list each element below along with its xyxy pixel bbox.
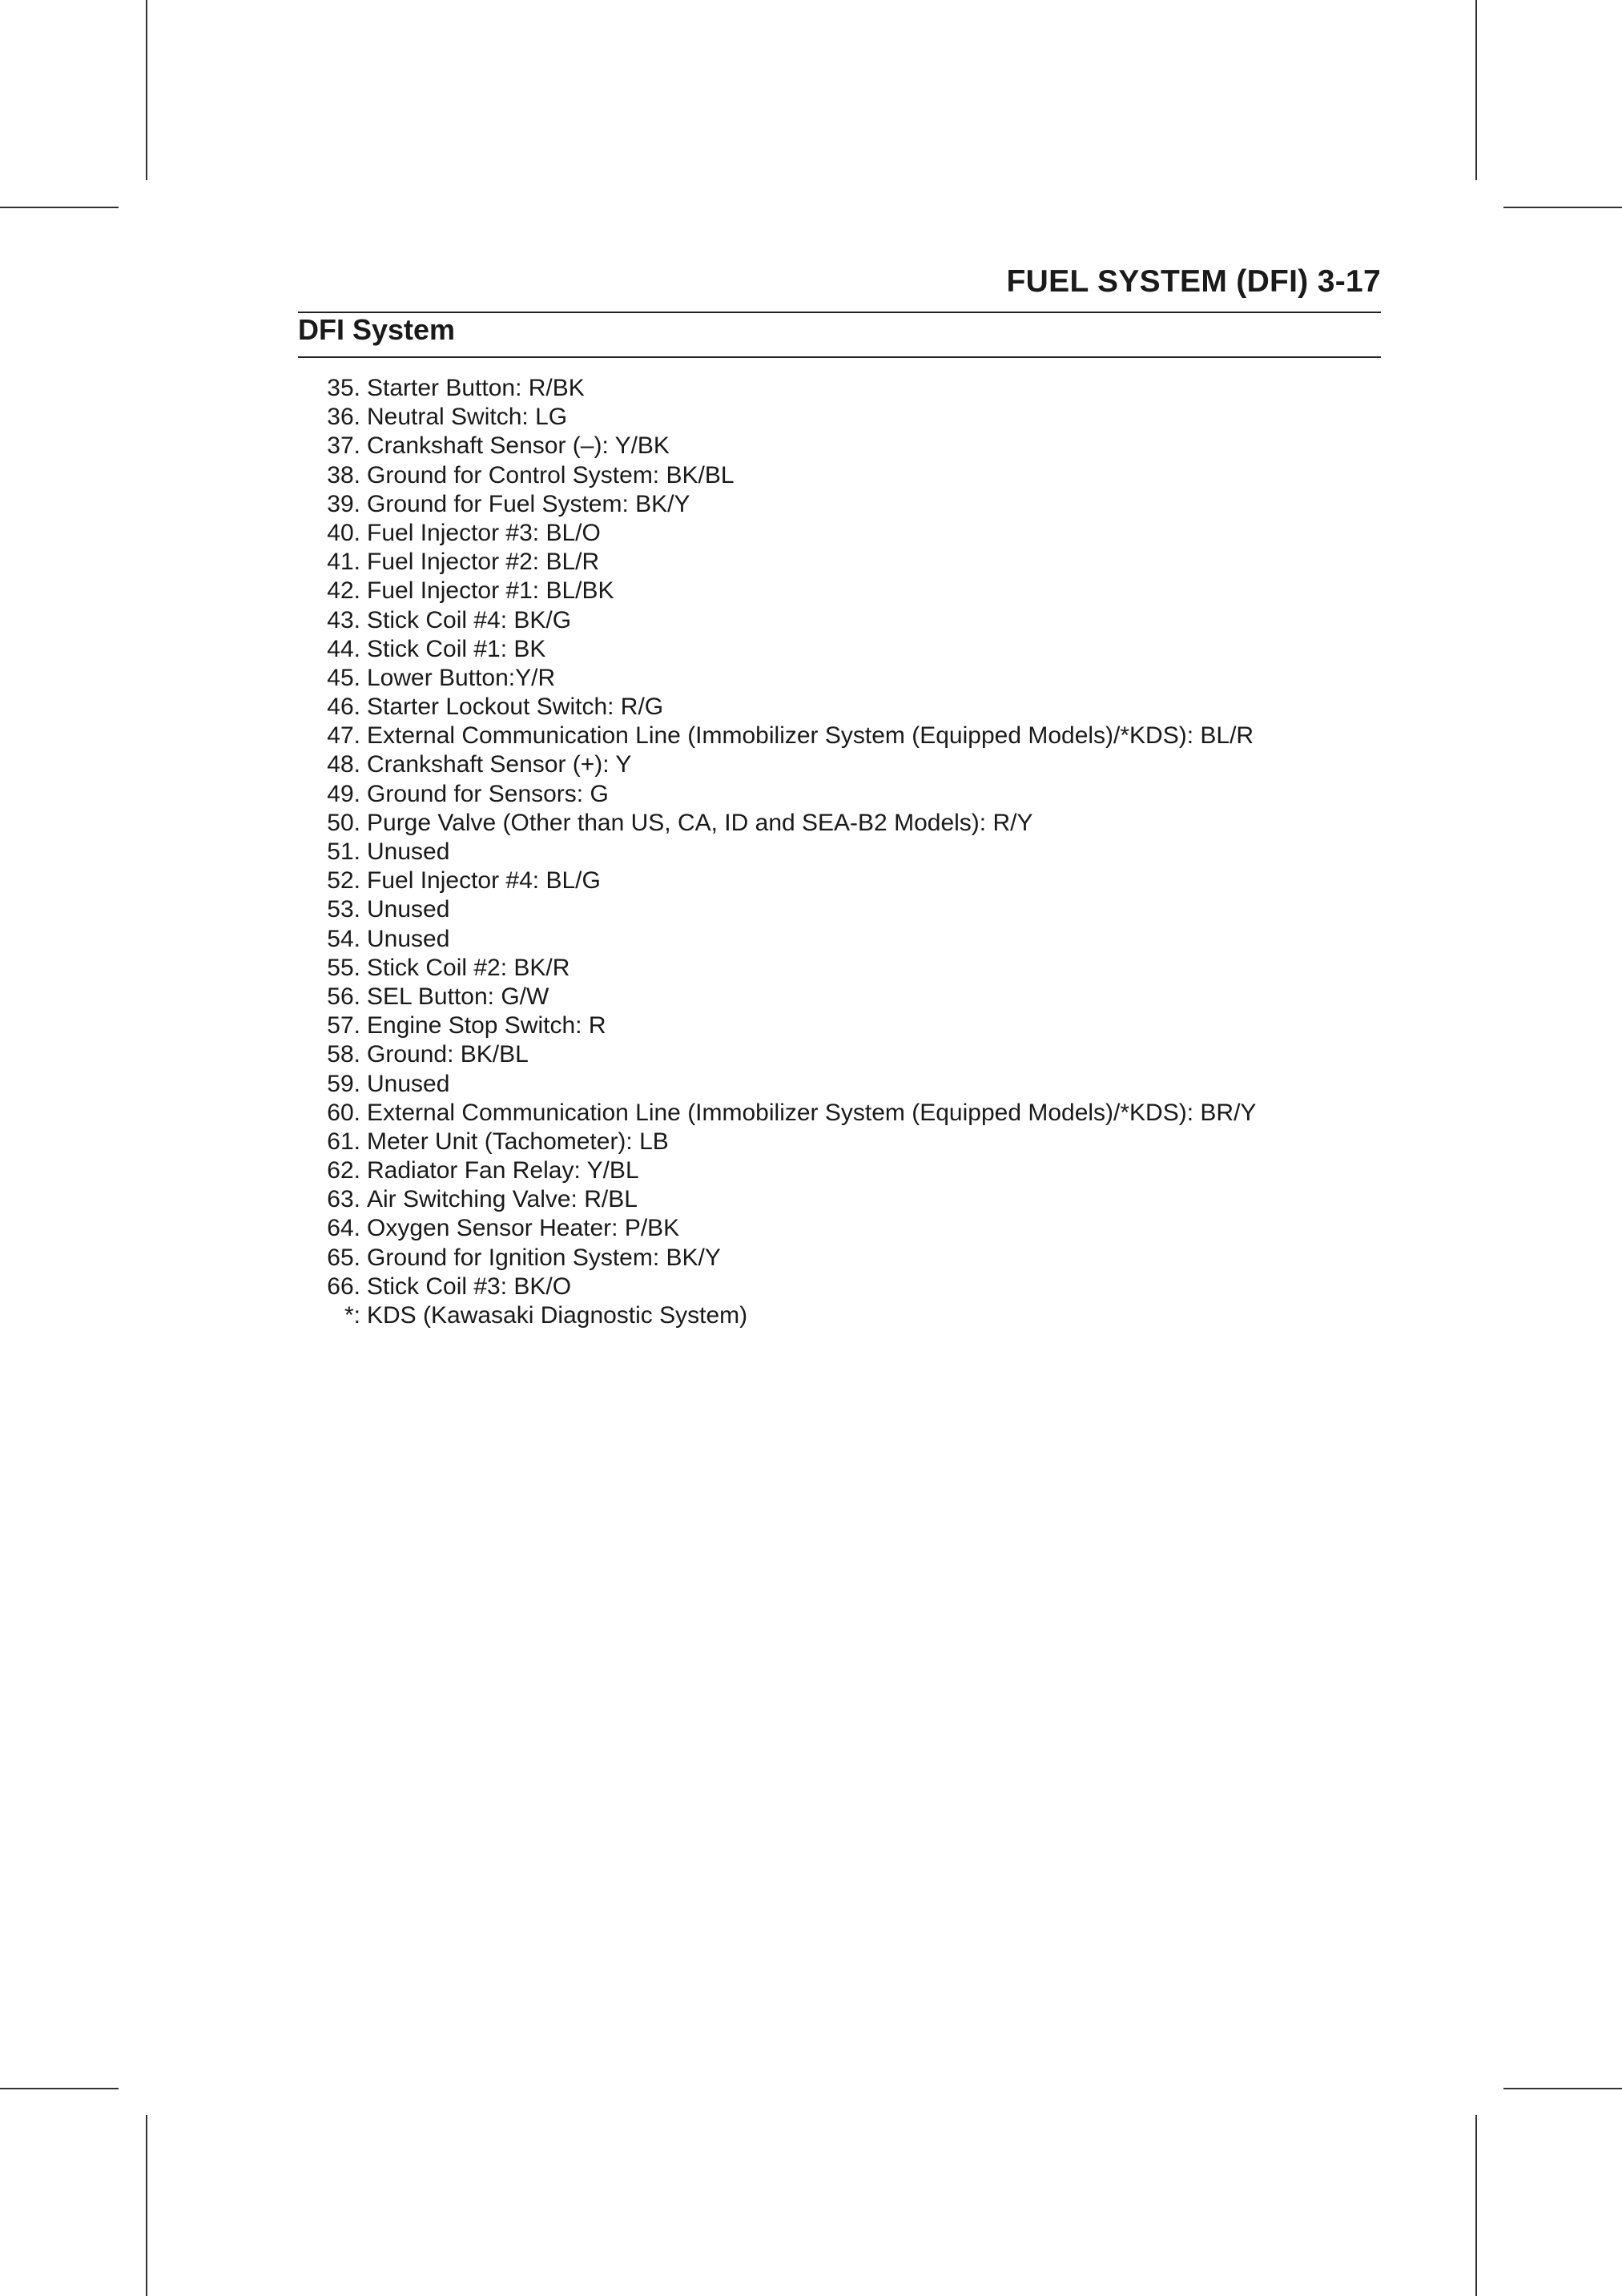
list-item xyxy=(298,867,1419,895)
list-item xyxy=(298,490,1419,519)
section-title: DFI System xyxy=(298,313,456,346)
item-number: 54. xyxy=(327,925,360,952)
crop-mark xyxy=(1503,207,1622,208)
item-text: Starter Lockout Switch: R/G xyxy=(367,694,664,721)
item-number: 43. xyxy=(327,606,360,633)
list-item xyxy=(298,895,1419,924)
item-number: 37. xyxy=(327,432,360,460)
item-number: 39. xyxy=(327,490,360,517)
item-text: Unused xyxy=(367,1070,450,1097)
list-item xyxy=(298,1244,1419,1273)
item-number: 63. xyxy=(327,1186,360,1213)
list-item xyxy=(298,722,1419,750)
item-text: Ground for Fuel System: BK/Y xyxy=(367,490,690,517)
item-text: Ground for Control System: BK/BL xyxy=(367,461,735,489)
list-item xyxy=(298,693,1419,722)
list-item xyxy=(298,780,1419,809)
item-number: 58. xyxy=(327,1041,360,1068)
item-text: Meter Unit (Tachometer): LB xyxy=(367,1128,669,1155)
section-rule xyxy=(298,356,1381,358)
list-item xyxy=(298,954,1419,983)
wire-color-list xyxy=(298,374,1419,1330)
item-text: External Communication Line (Immobilizer System (Equipped Models)/*KDS): BR/Y xyxy=(367,1099,1257,1126)
item-text: Stick Coil #4: BK/G xyxy=(367,606,572,633)
item-number: 38. xyxy=(327,461,360,489)
header-rule xyxy=(298,312,1381,313)
list-item xyxy=(298,1040,1419,1069)
item-text: Engine Stop Switch: R xyxy=(367,1012,606,1039)
item-text: Purge Valve (Other than US, CA, ID and SEA-B2 Models): R/Y xyxy=(367,809,1033,836)
item-number: 45. xyxy=(327,664,360,691)
item-text: Ground for Sensors: G xyxy=(367,780,609,807)
item-text: Ground for Ignition System: BK/Y xyxy=(367,1244,721,1271)
item-text: Stick Coil #2: BK/R xyxy=(367,954,570,981)
item-number: 61. xyxy=(327,1128,360,1155)
item-text: Stick Coil #1: BK xyxy=(367,635,546,662)
crop-mark xyxy=(0,2088,119,2089)
list-item xyxy=(298,925,1419,954)
item-text: Unused xyxy=(367,896,450,923)
item-number: 60. xyxy=(327,1099,360,1126)
list-item xyxy=(298,1099,1419,1128)
item-text: Radiator Fan Relay: Y/BL xyxy=(367,1157,639,1184)
list-item xyxy=(298,1214,1419,1243)
list-item xyxy=(298,548,1419,577)
item-number: 57. xyxy=(327,1012,360,1039)
item-number: 35. xyxy=(327,375,360,401)
item-number: 59. xyxy=(327,1070,360,1097)
item-number: 46. xyxy=(327,694,360,721)
item-number: 53. xyxy=(327,896,360,923)
list-item xyxy=(298,664,1419,693)
item-text: KDS (Kawasaki Diagnostic System) xyxy=(367,1302,748,1329)
item-number: 48. xyxy=(327,751,360,778)
list-item xyxy=(298,461,1419,490)
item-text: Crankshaft Sensor (+): Y xyxy=(367,751,632,778)
item-number: 47. xyxy=(327,722,360,750)
list-item xyxy=(298,635,1419,664)
list-item xyxy=(298,1301,1419,1330)
item-text: Fuel Injector #4: BL/G xyxy=(367,867,601,895)
item-text: Stick Coil #3: BK/O xyxy=(367,1273,572,1300)
list-item xyxy=(298,983,1419,1011)
item-number: 51. xyxy=(327,838,360,865)
list-item xyxy=(298,403,1419,432)
item-text: SEL Button: G/W xyxy=(367,983,549,1010)
item-number: 62. xyxy=(327,1157,360,1184)
list-item xyxy=(298,1128,1419,1156)
list-item xyxy=(298,838,1419,867)
list-item xyxy=(298,1011,1419,1040)
running-title: FUEL SYSTEM (DFI) 3-17 xyxy=(1006,264,1381,299)
item-number: 49. xyxy=(327,780,360,807)
item-text: Neutral Switch: LG xyxy=(367,404,568,431)
list-item xyxy=(298,432,1419,460)
item-text: Fuel Injector #3: BL/O xyxy=(367,519,601,546)
list-item xyxy=(298,1185,1419,1214)
item-text: Lower Button:Y/R xyxy=(367,664,556,691)
item-number: 36. xyxy=(327,404,360,431)
crop-mark xyxy=(146,2115,147,2296)
item-text: Starter Button: R/BK xyxy=(367,375,585,401)
item-number: 41. xyxy=(327,549,360,576)
item-number: 44. xyxy=(327,635,360,662)
item-number: 50. xyxy=(327,809,360,836)
page-header xyxy=(298,264,1381,306)
item-number: 55. xyxy=(327,954,360,981)
crop-mark xyxy=(146,0,147,180)
item-text: Fuel Injector #2: BL/R xyxy=(367,549,600,576)
item-text: Air Switching Valve: R/BL xyxy=(367,1186,638,1213)
list-item xyxy=(298,809,1419,838)
crop-mark xyxy=(0,207,119,208)
list-item xyxy=(298,374,1419,403)
crop-mark xyxy=(1503,2088,1622,2089)
list-item xyxy=(298,1156,1419,1185)
list-item xyxy=(298,1273,1419,1301)
item-text: Crankshaft Sensor (–): Y/BK xyxy=(367,432,670,460)
item-number: 52. xyxy=(327,867,360,895)
item-number: 65. xyxy=(327,1244,360,1271)
list-item xyxy=(298,519,1419,548)
item-number: 66. xyxy=(327,1273,360,1300)
item-text: Unused xyxy=(367,838,450,865)
item-text: Unused xyxy=(367,925,450,952)
item-text: External Communication Line (Immobilizer System (Equipped Models)/*KDS): BL/R xyxy=(367,722,1254,750)
item-number: 64. xyxy=(327,1215,360,1242)
list-item xyxy=(298,750,1419,779)
list-item xyxy=(298,606,1419,635)
crop-mark xyxy=(1475,0,1477,180)
item-number: 42. xyxy=(327,577,360,605)
item-text: Ground: BK/BL xyxy=(367,1041,529,1068)
crop-mark xyxy=(1475,2115,1477,2296)
item-number: 40. xyxy=(327,519,360,546)
item-text: Fuel Injector #1: BL/BK xyxy=(367,577,614,605)
list-item xyxy=(298,1070,1419,1099)
item-number: 56. xyxy=(327,983,360,1010)
item-number: *: xyxy=(344,1302,360,1329)
list-item xyxy=(298,577,1419,605)
item-text: Oxygen Sensor Heater: P/BK xyxy=(367,1215,680,1242)
